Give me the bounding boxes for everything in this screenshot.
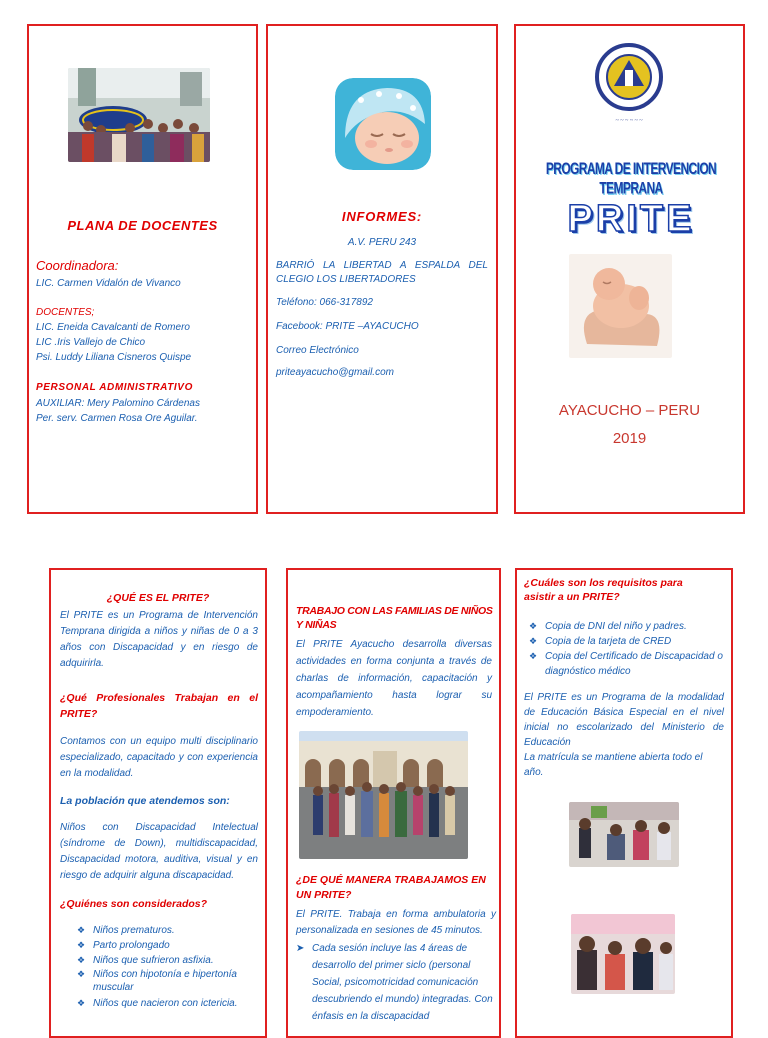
info-location: BARRIÓ LA LIBERTAD A ESPALDA DEL CLEGIO LOS LIBERTADORES <box>276 260 488 285</box>
list-item: ❖ Niños prematuros. <box>73 923 263 938</box>
newborn-in-hands-image <box>569 254 672 358</box>
info-email: priteayacucho@gmail.com <box>276 367 394 378</box>
classroom-photo-1 <box>569 802 679 867</box>
population-text: Niños con Discapacidad Intelectual (síndrome de Down), multidiscapacidad, Discapacidad motora, auditiva, visual y en riesgo de adquirir alguna discapacidad. <box>60 822 258 881</box>
info-email-label: Correo Electrónico <box>276 345 359 356</box>
how-we-work-text: El PRITE. Trabaja en forma ambulatoria y personalizada en sesiones de 45 minutos. <box>296 909 496 936</box>
ugel-seal-logo <box>594 40 664 130</box>
admin-heading: PERSONAL ADMINISTRATIVO <box>36 382 193 393</box>
requirements-text: El PRITE es un Programa de la modalidad de Educación Básica Especial en el nivel inicial no escolarizado del Ministerio de Educación <box>524 692 724 748</box>
population-heading: La población que atendemos son: <box>60 795 230 807</box>
families-heading: TRABAJO CON LAS FAMILIAS DE NIÑOS Y NIÑAS <box>296 605 493 631</box>
year-text: 2019 <box>612 430 647 447</box>
panel-what-is-prite <box>49 568 267 1038</box>
panel-requirements <box>515 568 733 1038</box>
info-facebook: Facebook: PRITE –AYACUCHO <box>276 321 419 332</box>
admin-1: AUXILIAR: Mery Palomino Cárdenas <box>36 398 200 409</box>
info-address: A.V. PERU 243 <box>347 237 417 248</box>
list-item: ❖ Copia de la tarjeta de CRED <box>525 634 727 649</box>
docentes-heading: DOCENTES; <box>36 307 95 318</box>
docente-3: Psi. Luddy Liliana Cisneros Quispe <box>36 352 192 363</box>
panel-families <box>286 568 501 1038</box>
coordinator-name: LIC. Carmen Vidalón de Vivanco <box>36 278 181 289</box>
panel-cover <box>514 24 745 514</box>
how-we-work-heading: ¿DE QUÉ MANERA TRABAJAMOS EN UN PRITE? <box>296 874 486 901</box>
list-item: ❖ Niños que sufrieron asfixia. <box>73 953 263 968</box>
question-what-is: ¿QUÉ ES EL PRITE? <box>106 592 210 604</box>
info-phone: Teléfono: 066-317892 <box>276 297 373 308</box>
requirements-heading: ¿Cuáles son los requisitos para asistir a un PRITE? <box>524 577 683 603</box>
classroom-photo-2 <box>571 914 675 994</box>
session-bullet-text: Cada sesión incluye las 4 áreas de desarrollo del primer siclo (personal Social, psicomotricidad comunicación descubriendo el mundo) integradas. Con énfasis en la discapacidad <box>312 943 493 1022</box>
prite-title: PRITE <box>567 198 695 240</box>
info-title: INFORMES: <box>341 209 423 224</box>
session-bullet <box>296 940 496 1025</box>
answer-professionals: Contamos con un equipo multi disciplinario especializado, capacitado y con experiencia en la modalidad. <box>60 736 258 779</box>
group-photo <box>68 68 210 162</box>
docente-2: LIC .Iris Vallejo de Chico <box>36 337 146 348</box>
program-title: PROGRAMA DE INTERVENCION TEMPRANA <box>545 158 717 198</box>
enrollment-text: La matrícula se mantiene abierta todo el año. <box>524 752 703 778</box>
admin-2: Per. serv. Carmen Rosa Ore Aguilar. <box>36 413 198 424</box>
panel-teachers <box>27 24 258 514</box>
docente-1: LIC. Eneida Cavalcanti de Romero <box>36 322 190 333</box>
families-photo <box>299 731 468 859</box>
families-text: El PRITE Ayacucho desarrolla diversas actividades en forma conjunta a través de charlas de información, capacitación y acompañamiento hasta lograr su empoderamiento. <box>296 639 492 718</box>
list-item: ❖ Copia del Certificado de Discapacidad o diagnóstico médico <box>525 649 727 679</box>
requirements-list <box>525 619 727 679</box>
list-item: ❖ Parto prolongado <box>73 938 263 953</box>
sleeping-baby-image <box>335 78 431 170</box>
considered-list <box>73 923 263 1011</box>
considered-heading: ¿Quiénes son considerados? <box>60 898 208 910</box>
coordinator-heading: Coordinadora: <box>36 258 119 273</box>
panel-info <box>266 24 498 514</box>
city-text: AYACUCHO – PERU <box>558 402 701 419</box>
list-item: ❖ Copia de DNI del niño y padres. <box>525 619 727 634</box>
list-item: ❖ Niños que nacieron con ictericia. <box>73 996 263 1011</box>
answer-what-is: El PRITE es un Programa de Intervención Temprana dirigida a niños y niñas de 0 a 3 años con Discapacidad y en riesgo de adquirirla. <box>60 610 258 669</box>
svg-text:~ ~ ~ ~ ~ ~: ~ ~ ~ ~ ~ ~ <box>615 118 643 124</box>
question-professionals: ¿Qué Profesionales Trabajan en el PRITE? <box>60 692 258 720</box>
list-item: ❖ Niños con hipotonía e hipertonía muscular <box>73 968 263 994</box>
teachers-title: PLANA DE DOCENTES <box>67 218 218 233</box>
arrow-bullet-icon: ➤ <box>296 943 305 954</box>
